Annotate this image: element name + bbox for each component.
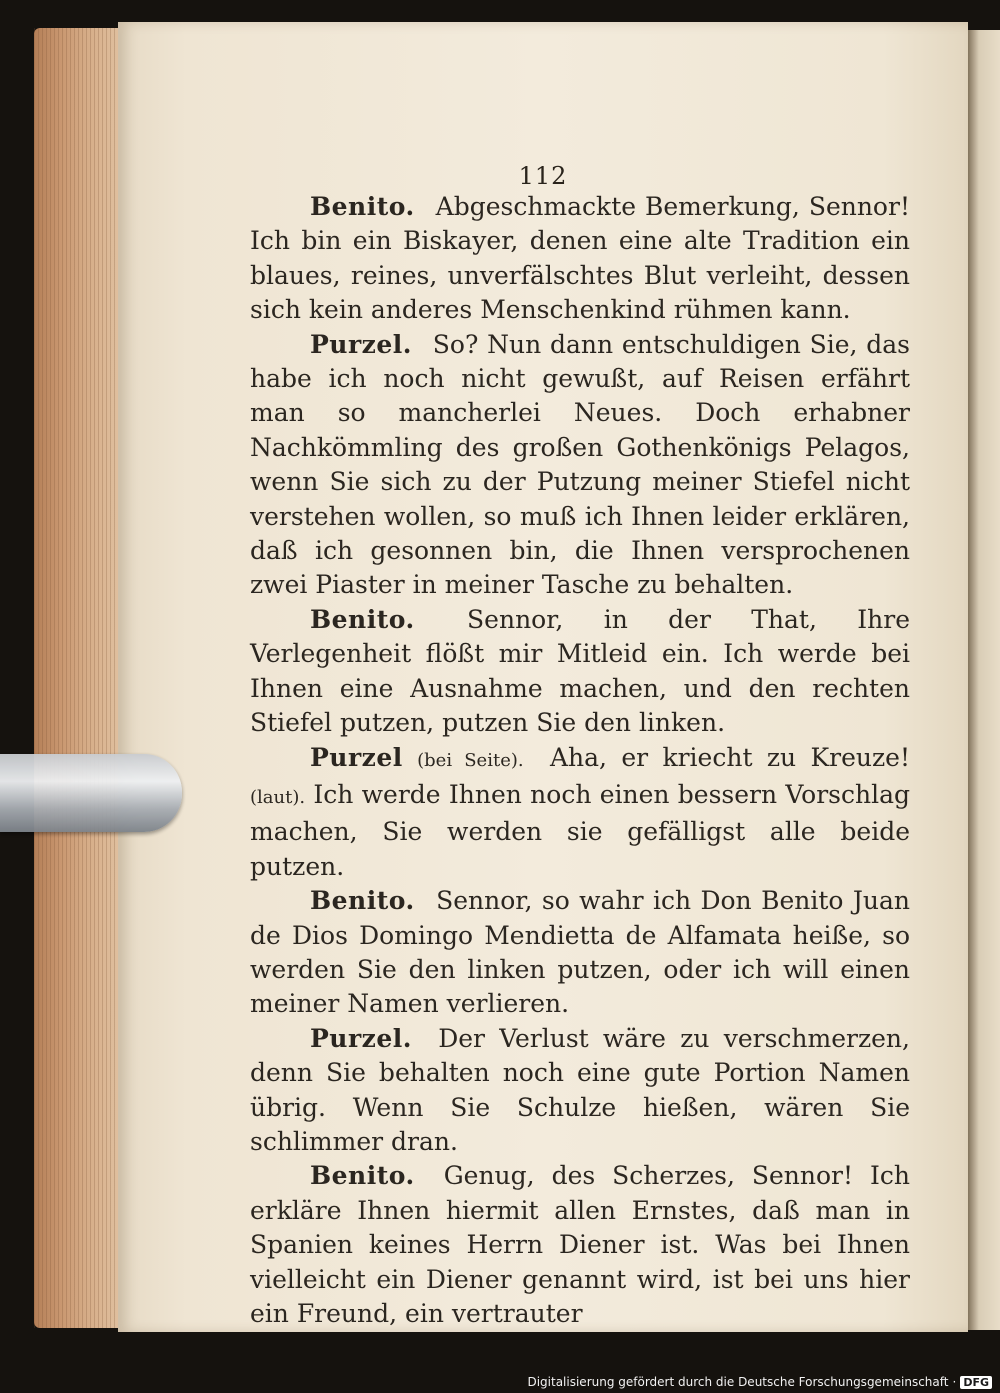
paragraph [250,328,910,603]
digitization-credit: Digitalisierung gefördert durch die Deutsche Forschungsgemeinschaft · DFG [527,1375,992,1389]
dialogue-text: So? Nun dann entschuldigen Sie, das habe ich noch nicht gewußt, auf Reisen erfährt man so mancherlei Neues. Doch erhabner Nachkömmling des großen Gothenkönigs Pelagos, wenn Sie sich zu der Putzung meiner Stiefel nicht verstehen wollen, so muß ich Ihnen leider erklären, daß ich gesonnen bin, die Ihnen versprochenen zwei Piaster in meiner Tasche zu behalten. [250,329,910,600]
paragraph [250,190,910,328]
paragraph [250,741,910,885]
stage-direction: (bei Seite). [417,749,524,771]
dialogue-text: Aha, er kriecht zu Kreuze! [549,742,911,772]
speaker-name: Purzel [310,742,403,772]
page-number: 112 [518,162,568,190]
paragraph [250,1159,910,1331]
credit-text: Digitalisierung gefördert durch die Deutsche Forschungsgemeinschaft [527,1375,949,1389]
page-edges [34,28,124,1328]
dialogue-text: Abgeschmackte Bemerkung, Sennor! Ich bin ein Biskayer, denen eine alte Tradition ein blaues, reines, unverfälschtes Blut verleiht, dessen sich kein anderes Menschenkind rühmen kann. [250,192,910,325]
speaker-name: Benito. [310,192,415,221]
paragraph [250,603,910,741]
speaker-name: Purzel. [310,1023,412,1053]
paragraph [250,1022,910,1160]
dialogue-text: Ich werde Ihnen noch einen bessern Vorschlag machen, Sie werden sie gefälligst alle beide putzen. [250,779,910,881]
dialogue-text: Genug, des Scherzes, Sennor! Ich erkläre Ihnen hiermit allen Ernstes, daß man in Spanien keines Herrn Diener ist. Was bei Ihnen vielleicht ein Diener genannt wird, ist bei uns hier ein Freund, ein vertrauter [250,1161,911,1328]
stage-direction: (laut). [250,786,306,808]
speaker-name: Benito. [310,604,415,634]
speaker-name: Purzel. [310,329,412,359]
dialogue-text: Sennor, so wahr ich Don Benito Juan de Dios Domingo Mendietta de Alfamata heiße, so werden Sie den linken putzen, oder ich will einen meiner Namen verlieren. [250,886,910,1019]
scanner-clip [0,754,182,832]
page-text [250,190,910,1331]
dfg-logo: DFG [960,1376,992,1389]
next-page-edge [965,30,1000,1330]
dialogue-text: Der Verlust wäre zu verschmerzen, denn Sie behalten noch eine gute Portion Namen übrig. Wenn Sie Schulze hießen, wären Sie schlimmer dran. [250,1023,910,1156]
paragraph [250,884,910,1022]
dialogue-text: Sennor, in der That, Ihre Verlegenheit flößt mir Mitleid ein. Ich werde bei Ihnen eine Ausnahme machen, und den rechten Stiefel putzen, putzen Sie den linken. [250,604,910,738]
speaker-name: Benito. [310,886,415,916]
speaker-name: Benito. [310,1161,415,1191]
